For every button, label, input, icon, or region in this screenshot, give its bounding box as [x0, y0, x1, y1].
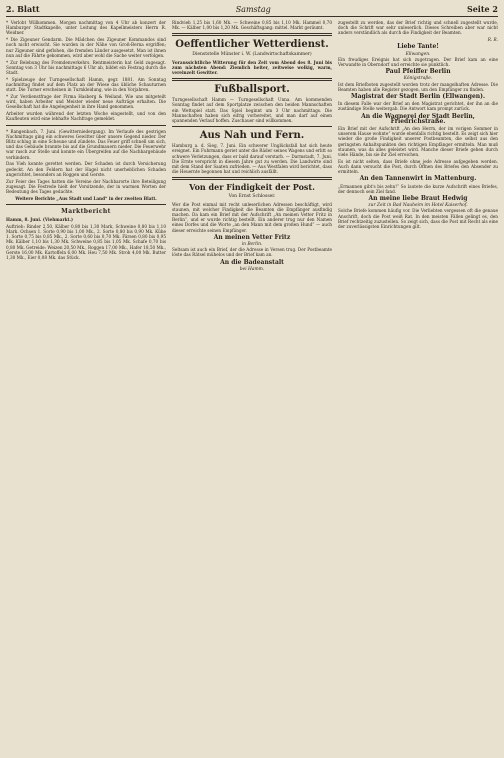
- article-paragraph: * Rangenbach, 7. Juni. (Gewitterniedergang). Im Verlaufe des gestrigen Nachmittags ging ein schweres Gewitter über unsere Gegend nieder. Der Blitz schlug in eine Scheune und zündete. Das Feuer griff schnell um sich, und das Gebäude brannte bis auf die Grundmauern nieder. Die Feuerwehr war rasch zur Stelle und konnte ein Übergreifen auf die Nachbargebäude verhindern.: [6, 128, 166, 160]
- column-2: [172, 20, 332, 758]
- market-report-title: Marktbericht: [61, 208, 111, 216]
- football-headline: Fußballsport.: [214, 84, 290, 96]
- article-paragraph: Ist dem Briefboten zugestellt worden trotz der mangelhaften Adresse. Die Beamten haben alle Register gezogen, um den Empfänger zu finden.: [338, 81, 498, 92]
- news-text: Hamburg a. d. Sieg, 7. Juni. Ein schwerer Unglücksfall hat sich heute ereignet. Ein Fuhrmann geriet unter die Räder seines Wagens und erlitt so schwere Verletzungen, dass er bald darauf verstarb. — Darmstadt, 7. Juni. Die Ernte verspricht in diesem Jahre gut zu werden. Die Landwirte sind mit dem Stand der Saaten zufrieden. — Aus Westfalen wird berichtet, dass die Heuernte begonnen hat und reichlich ausfällt.: [172, 143, 332, 175]
- article-paragraph: zugestellt zu werden, das der Brief richtig und schnell zugestellt wurde, doch die Schrift war sehr unleserlich. Dieses Schreiben aber war nicht anders verständlich als durch die Findigkeit der Beamten.: [338, 20, 498, 36]
- market-report-dateline: Hamm, 8. Juni. (Viehmarkt.): [6, 217, 73, 223]
- article-paragraph: In diesem Falle war der Brief an den Magistrat gerichtet, der ihn an die zuständige Stelle weitergab. Die Antwort kam prompt zurück.: [338, 101, 498, 112]
- feature-byline: Von Ernst Schlosser.: [228, 194, 276, 200]
- example-address-title: Liebe Tante!: [397, 43, 439, 51]
- signature: R. R.: [487, 37, 498, 43]
- example-address-location: zur Zeit in Bad Nauheim im Hotel Kaiserhof.: [368, 203, 468, 209]
- column-3: [338, 20, 498, 758]
- article-paragraph: Solche Briefe kommen häufig vor. Die Verliebten vergessen oft die genaue Anschrift, doch die Post weiß Rat. In den meisten Fällen gelingt es, den Brief rechtzeitig zuzustellen. So zeigt sich, dass die Post mit Recht als eine der zuverlässigsten Einrichtungen gilt.: [338, 208, 498, 230]
- example-address-title: Paul Pfeiffer Berlin: [385, 68, 451, 76]
- article-paragraph: Zur Feier des Tages hatten die Vereine der Nachbarorte ihre Beteiligung zugesagt. Die Festrede hielt der Vorsitzende, der in warmen Worten der Bedeutung des Tages gedachte.: [6, 178, 166, 195]
- divider: [172, 78, 332, 81]
- column-1: [6, 20, 166, 758]
- example-address-title: Magistrat der Stadt Berlin (Ellwangen).: [350, 93, 486, 101]
- columns: [6, 20, 498, 758]
- example-address-location: Ellwangen.: [405, 51, 431, 57]
- page-number: Seite 2: [466, 4, 498, 14]
- article-paragraph: „Ermannen gibt's bis zehn!“ So lautete die kurze Aufschrift eines Briefes, der dennoch sein Ziel fand.: [338, 183, 498, 194]
- article-paragraph: * Verlobt Willkommen. Morgen nachmittag von 4 Uhr ab konzert der Hamburger Stadtkapelle, unter Leitung des Kapellmeisters Herrn R. Weidner.: [6, 20, 166, 36]
- article-paragraph: Das Vieh konnte gerettet werden. Der Schaden ist durch Versicherung gedeckt. An den Feldern hat der Hagel nicht unerheblichen Schaden angerichtet, besonders an Roggen und Gerste.: [6, 161, 166, 177]
- divider: [6, 204, 166, 205]
- weather-subhead: Dienststelle Münster i. W. (Landwirtschaftskammer): [192, 52, 312, 58]
- example-address-location: bei Hamm.: [239, 266, 265, 272]
- article-paragraph: * Zur Verdienstfrage der Firma Hasberg & Weiland. Wie uns mitgeteilt wird, haben Arbeiter und Meister wieder neue Aufträge erhalten. Die Gesellschaft hat die Angelegenheit in ihre Hand genommen.: [6, 94, 166, 110]
- divider: [6, 125, 166, 126]
- example-address-title: An meine liebe Braut Hedwig: [368, 195, 468, 203]
- weather-text: Voraussichtliche Witterung für den Zeit vom Abend des 8. Juni bis zum nächsten Abend: Ziemlich heiter, zeitweise wolkig, warm, vereinzelt Gewitter.: [172, 59, 332, 76]
- divider: [172, 177, 332, 180]
- feature-text: Seltsam ist auch ein Brief, der die Adresse in Versen trug. Der Postbeamte löste das Rätsel mühelos und der Brief kam an.: [172, 247, 332, 258]
- news-headline: Aus Nah und Fern.: [199, 130, 305, 142]
- weather-headline: Oeffentlicher Wetterdienst.: [175, 39, 329, 51]
- article-paragraph: Arbeiter wurden während der letzten Woche eingestellt, und von den Kaufleuten wird eine lebhafte Nachfrage gemeldet.: [6, 111, 166, 122]
- article-paragraph: Ein Brief mit der Aufschrift „An den Herrn, der im vorigen Sommer in unserem Hause wohnte“ wurde ebenfalls richtig bestellt. Es zeigt sich hier wieder die große Findigkeit unserer Postbeamten, die selbst aus den geringsten Anhaltspunkten den richtigen Empfänger ermitteln. Man muß staunen, was da alles geleistet wird. Manche dieser Briefe gehen durch viele Hände, bis sie ihr Ziel erreichen.: [338, 126, 498, 158]
- football-text: Turngesellschaft Hamm — Turngesellschaft Unna. Am kommenden Sonntag findet auf dem Sportplatze zwischen den beiden Mannschaften ein Wettspiel statt. Das Spiel beginnt um 3 Uhr nachmittags. Die Mannschaften haben sich eifrig vorbereitet, und man darf auf einen spannenden Verlauf hoffen. Zuschauer sind willkommen.: [172, 97, 332, 124]
- divider: [172, 126, 332, 127]
- divider: [172, 33, 332, 36]
- example-address-title: An den Tannenwirt in Mattenburg.: [359, 175, 477, 183]
- article-paragraph: Es ist nicht selten, dass Briefe ohne jede Adresse aufgegeben werden. Auch dann versucht die Post, durch Öffnen des Briefes den Absender zu ermitteln.: [338, 158, 498, 175]
- article-paragraph: * Spielzeuge der Turngesellschaft Hamm, gegr. 1881. Am Sonntag nachmittag findet auf dem Platz an der Wiese das übliche Schauturnen statt. Die Turner erscheinen in Turnkleidung, wie in den Vorjahren.: [6, 76, 166, 93]
- article-paragraph: * Zur Belebung des Fremdenverkehrs. Rentmeisterin hat Geld zugesagt. Sonntag von 3 Uhr bis nachmittags 6 Uhr ab, bildet ein Festzug durch die Stadt.: [6, 59, 166, 76]
- feature-text: Wer die Post einmal mit recht unleserlichen Adressen beschäftigt, wird staunen, mit welcher Findigkeit die Beamten die Empfänger ausfindig machen. Da kam ein Brief mit der Aufschrift „An meinen Vetter Fritz in Berlin“, und er wurde richtig bestellt. Ein anderer trug nur den Namen eines Dorfes und die Worte „an den Mann mit dem großen Hund“ — auch dieser erreichte seinen Empfänger.: [172, 201, 332, 233]
- example-address-location: Königstraße.: [403, 76, 433, 82]
- feature-headline: Von der Findigkeit der Post.: [189, 182, 315, 193]
- example-address-title: An die Wagnerei der Stadt Berlin, Friedrichstraße.: [361, 112, 475, 125]
- page-header: [6, 4, 498, 17]
- example-address-title: An meinen Vetter Fritz: [213, 233, 291, 241]
- page-sheet-label: 2. Blatt: [6, 4, 40, 14]
- market-report-text: Auftrieb: Rinder 2,50, Kälber 0,80 bis 1,30 Mark, Schweine 0,80 bis 1,10 Mark. Ochsen 1. Sorte 0,90 bis 1,00 Mk., 2. Sorte 0,80 bis 0,90 Mk. Kühe 1. Sorte 0,75 bis 0,85 Mk., 2. Sorte 0,60 bis 0,70 Mk. Färsen 0,80 bis 0,95 Mk. Kälber 1,10 bis 1,30 Mk. Schweine 0,85 bis 1,05 Mk. Schafe 0,70 bis 0,80 Mk. Getreide: Weizen 20,50 Mk., Roggen 17,00 Mk., Hafer 18,50 Mk., Gerste 16,00 Mk. Kartoffeln 6,00 Mk. Heu 7,50 Mk. Stroh 4,00 Mk. Butter 1,30 Mk., Eier 0,08 Mk. das Stück.: [6, 223, 166, 261]
- article-paragraph: Ein freudiges Ereignis hat sich zugetragen. Der Brief kam an eine Verwandte in Oberndorf und erreichte sie pünktlich.: [338, 56, 498, 68]
- article-paragraph: * Die Zigeuner Gendarm. Die Mädchen des Zigeuner Kommandos sind noch nicht erwischt. Sie wurden in der Nähe von Groß-Berna ergriffen; nur Zigeuner sind geflohen, die fremden Länder ausgesetzt. Man ist ihnen nun auf die Fährte gekommen, wird aber wohl die Sache weiter verfolgen.: [6, 37, 166, 58]
- example-address-location: in Berlin.: [241, 242, 263, 248]
- reference-note: Weitere Berichte „Aus Stadt und Land“ in der zweiten Blatt.: [15, 195, 157, 201]
- article-paragraph: Rindvieh 1,25 bis 1,60 Mk. — Schweine 0,85 bis 1,10 Mk. Hammel 0,70 Mk. — Kälber 1,00 bis 1,20 Mk. Geschäftsgang: mittel. Markt geräumt.: [172, 20, 332, 31]
- example-address-title: An die Badeanstalt: [220, 258, 284, 266]
- page-weekday: Samstag: [235, 5, 271, 14]
